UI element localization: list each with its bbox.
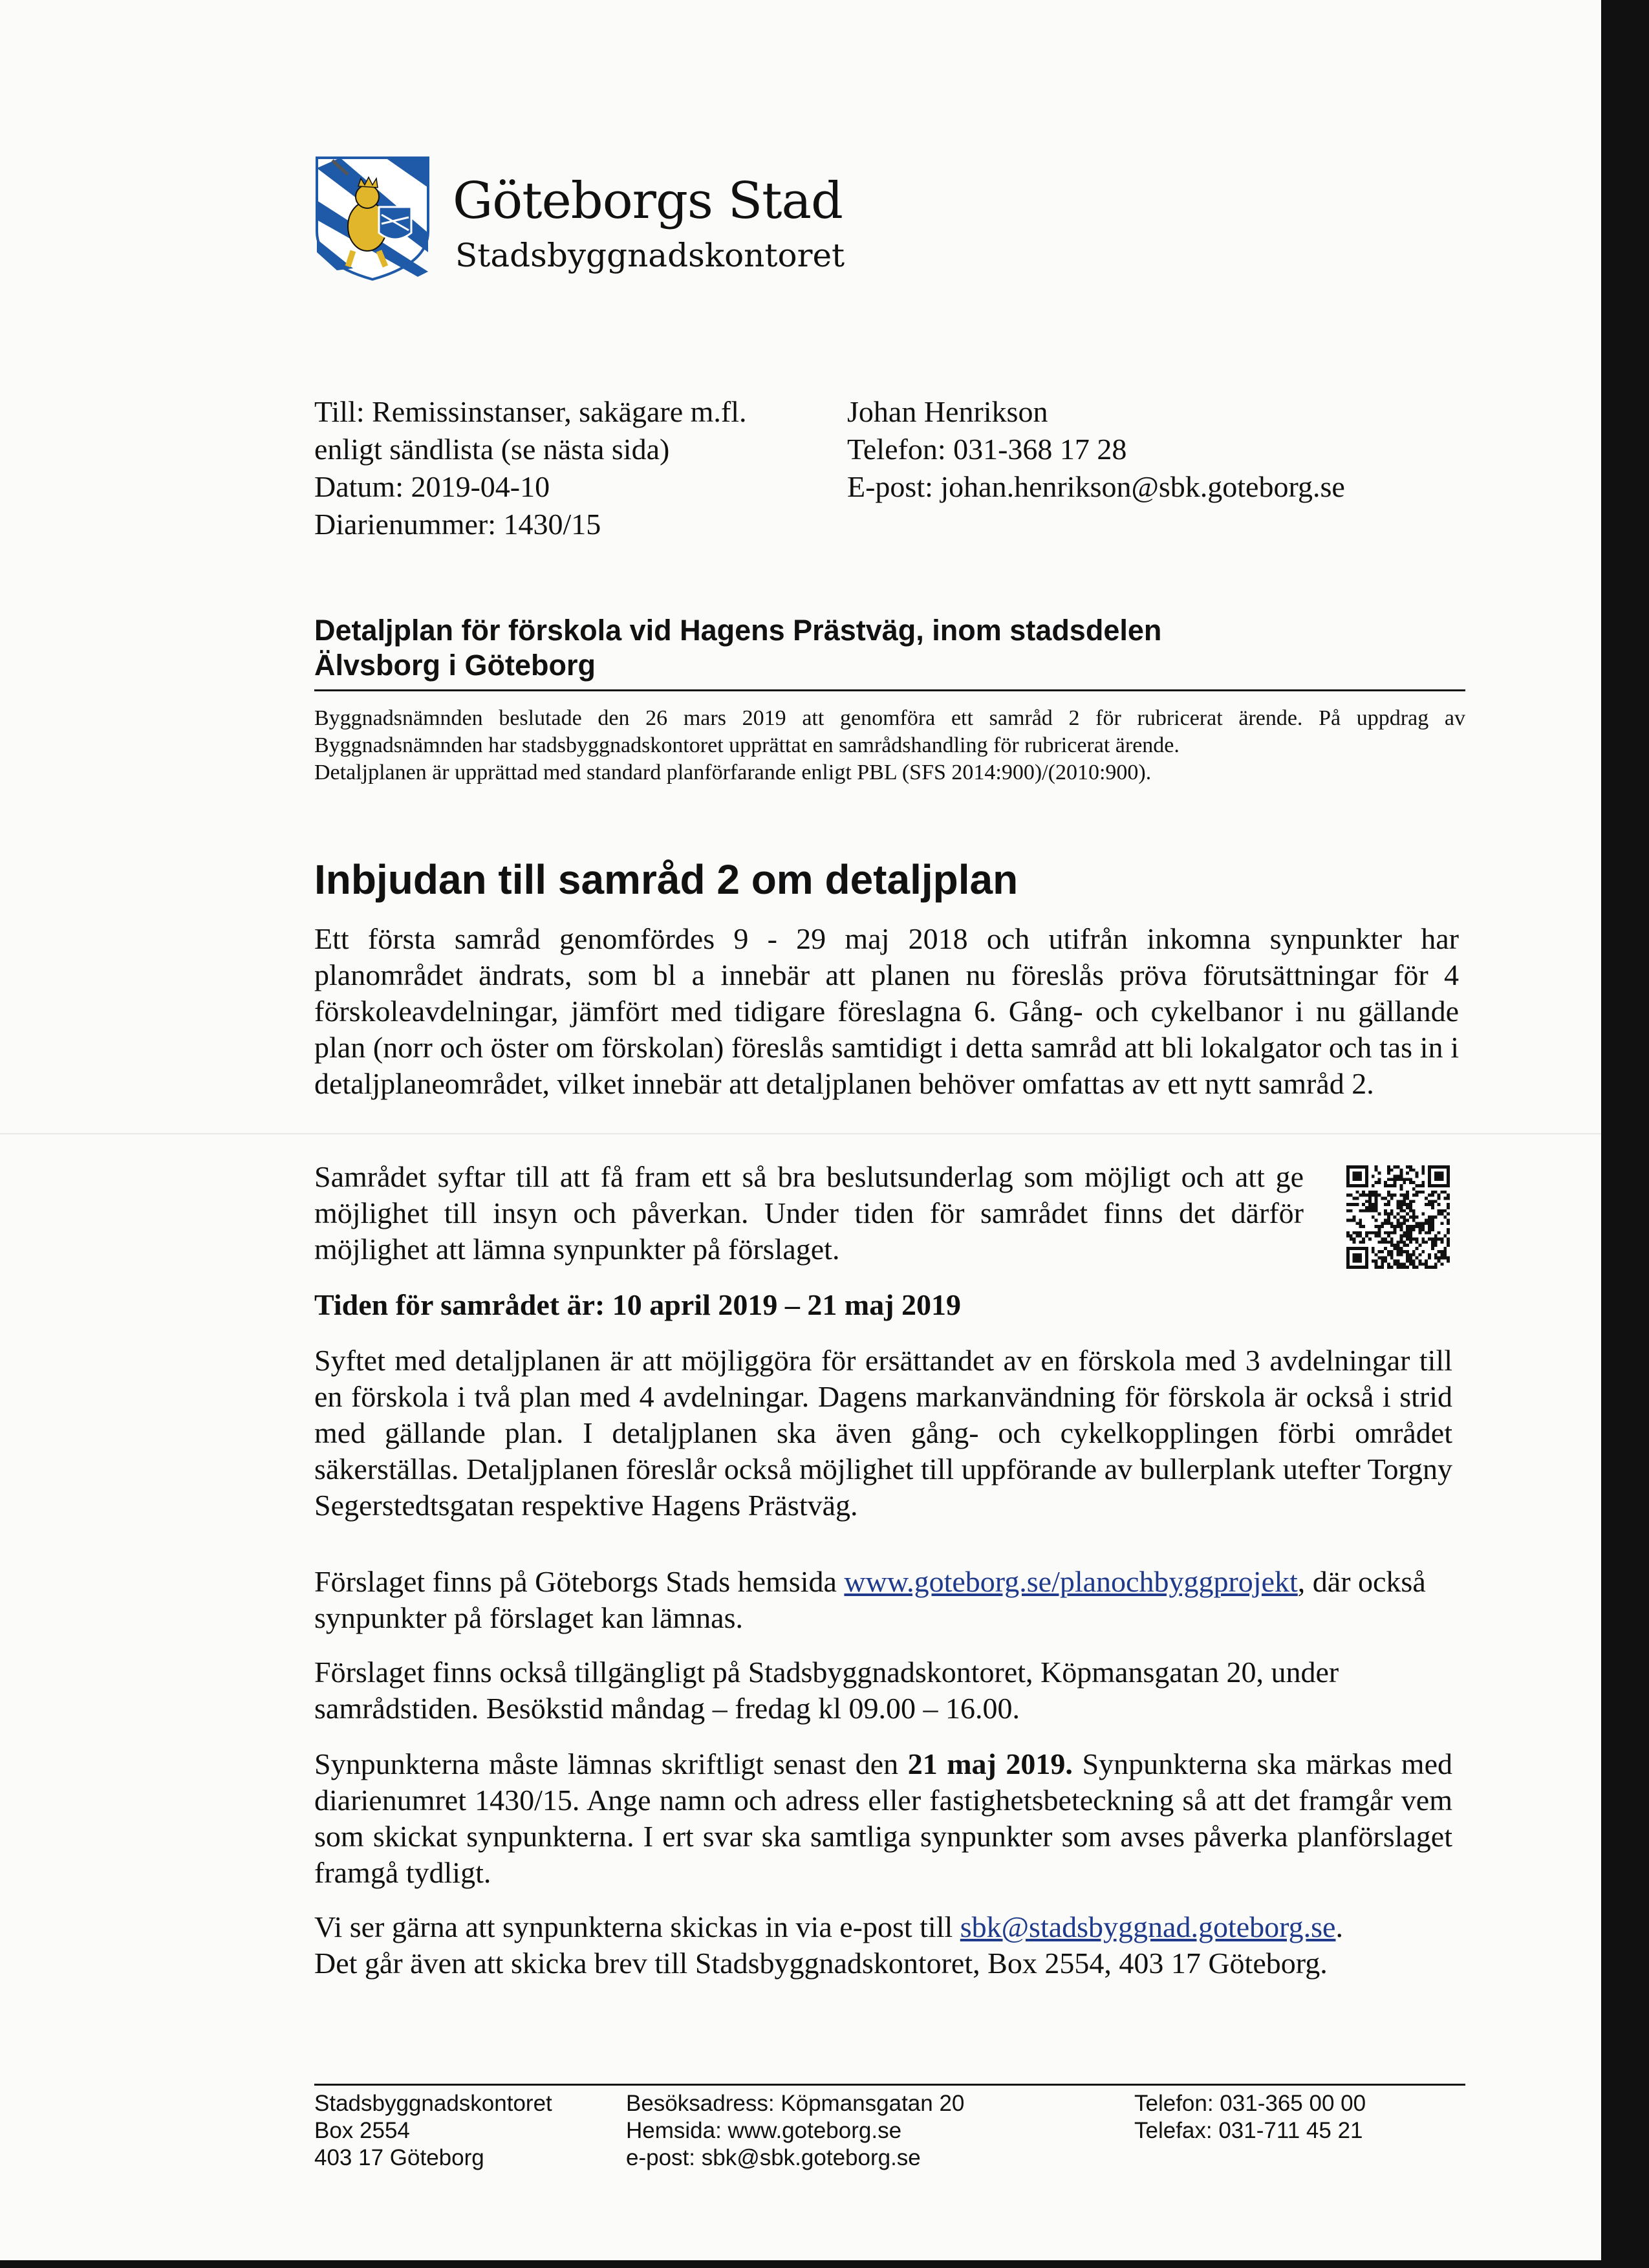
postal-submission-text: Det går även att skicka brev till Stadsbyggnadskontoret, Box 2554, 403 17 Göteborg. bbox=[314, 1947, 1328, 1980]
document-title bbox=[314, 613, 1465, 683]
scan-edge-bottom bbox=[0, 2260, 1649, 2268]
footer-phone-column bbox=[1134, 2090, 1366, 2144]
website-text-after: , där också synpunkter på förslaget kan lämnas. bbox=[314, 1565, 1426, 1634]
case-number: Diarienummer: 1430/15 bbox=[314, 508, 601, 541]
footer-box: Box 2554 bbox=[314, 2118, 410, 2143]
document-date: Datum: 2019-04-10 bbox=[314, 470, 550, 503]
department-name: Stadsbyggnadskontoret bbox=[455, 237, 845, 274]
footer-email: e-post: sbk@sbk.goteborg.se bbox=[626, 2145, 921, 2170]
footer-postal: 403 17 Göteborg bbox=[314, 2145, 484, 2170]
submission-text-after: . bbox=[1335, 1910, 1343, 1943]
consultation-period: Tiden för samrådet är: 10 april 2019 – 21 maj 2019 bbox=[314, 1288, 962, 1321]
scan-edge-right bbox=[1601, 0, 1649, 2268]
body-paragraph-office: Förslaget finns också tillgängligt på Stadsbyggnadskontoret, Köpmansgatan 20, under samrådstiden. Besökstid måndag – fredag kl 09.00 – 16.00. bbox=[314, 1656, 1339, 1725]
deadline-text-after: Synpunkterna ska märkas med diarienumret 1430/15. Ange namn och adress eller fastighetsbeteckning så att det framgår vem som skickat synpunkterna. I ert svar ska samtliga synpunkter som avses påverka planförslaget framgå tydligt. bbox=[314, 1747, 1453, 1889]
body-paragraph-website bbox=[314, 1564, 1459, 1636]
title-divider bbox=[314, 689, 1465, 691]
decision-summary bbox=[314, 705, 1465, 786]
footer-office: Stadsbyggnadskontoret bbox=[314, 2091, 552, 2116]
decision-paragraph: Byggnadsnämnden beslutade den 26 mars 2019 att genomföra ett samråd 2 för rubricerat ärende. På uppdrag av Byggnadsnämnden har stadsbyggnadskontoret upprättat en samrådshandling för rubricerat ärende. bbox=[314, 706, 1465, 757]
title-line-2: Älvsborg i Göteborg bbox=[314, 649, 596, 682]
contact-name: Johan Henrikson bbox=[847, 395, 1048, 428]
footer-divider bbox=[314, 2084, 1465, 2086]
submission-text-before: Vi ser gärna att synpunkterna skickas in via e-post till bbox=[314, 1910, 960, 1943]
deadline-date: 21 maj 2019. bbox=[907, 1747, 1073, 1780]
body-paragraph-purpose: Samrådet syftar till att få fram ett så bra beslutsunderlag som möjligt och att ge möjlighet till insyn och påverkan. Under tiden för samrådet finns det därför möjlighet att lämna synpunkter på förslaget. bbox=[314, 1160, 1304, 1266]
title-line-1: Detaljplan för förskola vid Hagens Prästväg, inom stadsdelen bbox=[314, 614, 1162, 647]
recipient-block bbox=[314, 393, 747, 543]
contact-email: E-post: johan.henrikson@sbk.goteborg.se bbox=[847, 470, 1345, 503]
procedure-paragraph: Detaljplanen är upprättad med standard planförfarande enligt PBL (SFS 2014:900)/(2010:900). bbox=[314, 761, 1152, 784]
contact-block bbox=[847, 393, 1345, 506]
recipient-line: Till: Remissinstanser, sakägare m.fl. bbox=[314, 395, 747, 428]
footer-fax: Telefax: 031-711 45 21 bbox=[1134, 2118, 1363, 2143]
distribution-list-note: enligt sändlista (se nästa sida) bbox=[314, 433, 670, 466]
section-heading: Inbjudan till samråd 2 om detaljplan bbox=[314, 856, 1018, 903]
deadline-text-before: Synpunkterna måste lämnas skriftligt senast den bbox=[314, 1747, 908, 1780]
qr-code-icon bbox=[1346, 1164, 1450, 1270]
footer-address-column bbox=[314, 2090, 552, 2172]
organization-name: Göteborgs Stad bbox=[453, 172, 843, 230]
body-paragraph-plan-purpose: Syftet med detaljplanen är att möjliggöra för ersättandet av en förskola med 3 avdelningar till en förskola i två plan med 4 avdelningar. Dagens markanvändning för förskola är också i strid med gällande plan. I detaljplanen ska även gång- och cykelkopplingen förbi området säkerställas. Detaljplanen föreslår också möjlighet till uppförande av bullerplank utefter Torgny Segerstedtsgatan respektive Hagens Prästväg. bbox=[314, 1344, 1452, 1522]
website-text-before: Förslaget finns på Göteborgs Stads hemsida bbox=[314, 1565, 845, 1598]
footer-website: Hemsida: www.goteborg.se bbox=[626, 2118, 902, 2143]
body-paragraph-first-consultation: Ett första samråd genomfördes 9 - 29 maj 2018 och utifrån inkomna synpunkter har planområdet ändrats, som bl a innebär att planen nu föreslås pröva förutsättningar för 4 förskoleavdelningar, jämfört med tidigare föreslagna 6. Gång- och cykelbanor i nu gällande plan (norr och öster om förskolan) föreslås samtidigt i detta samråd att bli lokalgator och tas in i detaljplaneområdet, vilket innebär att detaljplanen behöver omfattas av ett nytt samråd 2. bbox=[314, 922, 1459, 1100]
submission-email-link[interactable]: sbk@stadsbyggnad.goteborg.se bbox=[960, 1910, 1336, 1943]
paper-fold-line bbox=[0, 1133, 1601, 1135]
footer-visit-column bbox=[626, 2090, 964, 2172]
footer-phone: Telefon: 031-365 00 00 bbox=[1134, 2091, 1366, 2116]
body-paragraph-submission bbox=[314, 1909, 1459, 1982]
footer-visiting-address: Besöksadress: Köpmansgatan 20 bbox=[626, 2091, 965, 2116]
plan-projects-link[interactable]: www.goteborg.se/planochbyggprojekt bbox=[844, 1565, 1298, 1598]
body-paragraph-deadline bbox=[314, 1746, 1452, 1891]
goteborg-coat-of-arms-icon bbox=[314, 155, 431, 281]
contact-phone: Telefon: 031-368 17 28 bbox=[847, 433, 1127, 466]
